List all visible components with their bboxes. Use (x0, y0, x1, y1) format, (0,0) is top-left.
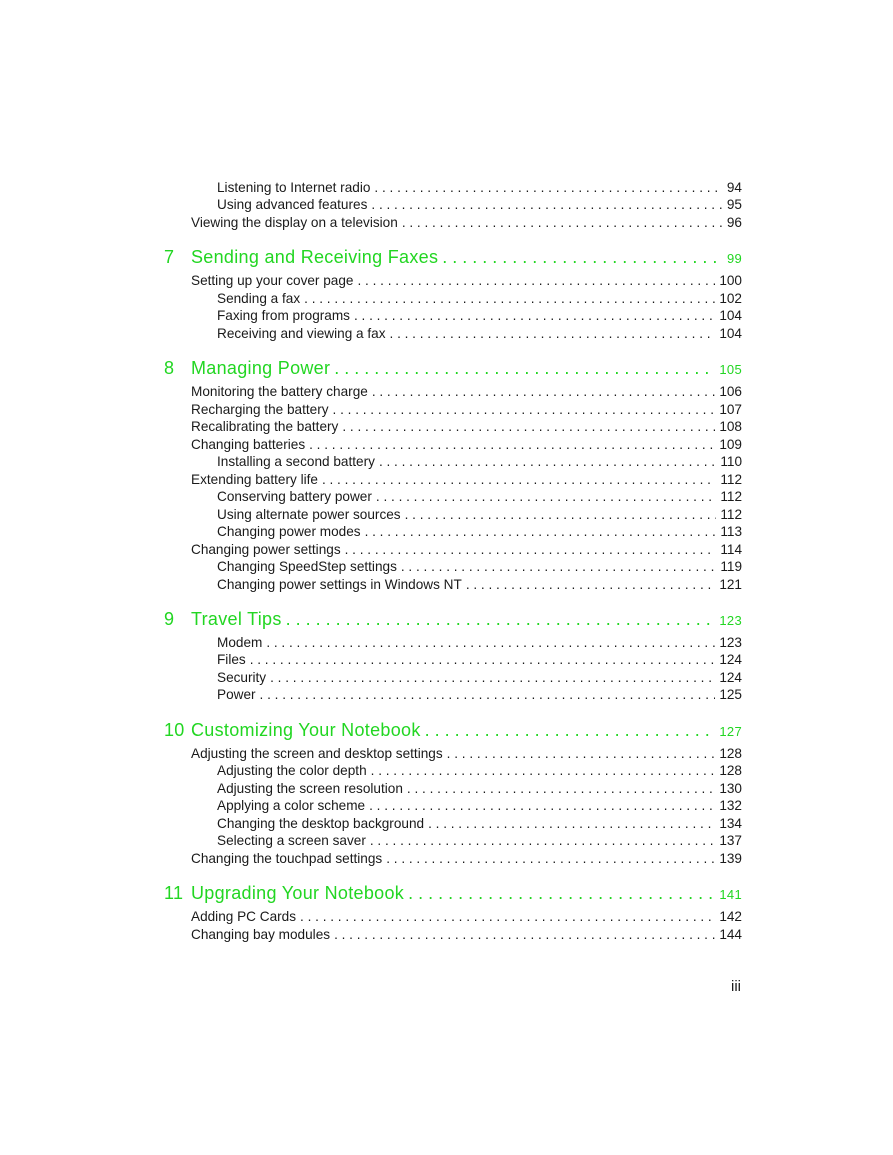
toc-entry[interactable] (217, 290, 742, 308)
dot-leader (379, 453, 716, 471)
chapter-number: 10 (164, 720, 185, 740)
page-ref: 94 (726, 180, 742, 195)
page-number: iii (731, 978, 741, 995)
entry-title: Using alternate power sources (217, 507, 401, 522)
page-ref: 123 (719, 635, 742, 650)
chapter-number: 8 (164, 358, 175, 378)
entry-title: Changing bay modules (191, 927, 331, 942)
page-ref: 102 (719, 291, 742, 306)
page-ref: 112 (720, 507, 742, 522)
page-ref: 99 (726, 251, 742, 266)
toc-entry[interactable] (191, 436, 742, 454)
entry-title: Installing a second battery (217, 454, 375, 469)
toc-entry[interactable] (191, 541, 742, 559)
entry-title: Modem (217, 635, 263, 650)
entry-title: Changing the touchpad settings (191, 851, 383, 866)
toc-entry[interactable] (191, 272, 742, 290)
dot-leader (345, 541, 717, 559)
entry-title: Adjusting the screen resolution (217, 781, 403, 796)
toc-entry[interactable] (217, 797, 742, 815)
entry-title: Listening to Internet radio (217, 180, 371, 195)
toc-entry[interactable] (217, 558, 742, 576)
dot-leader (371, 762, 716, 780)
dot-leader (304, 290, 715, 308)
entry-title: Recharging the battery (191, 402, 329, 417)
toc-entry[interactable] (217, 488, 742, 506)
entry-title: Files (217, 652, 246, 667)
chapter-number: 9 (164, 609, 175, 629)
page-ref: 124 (719, 652, 742, 667)
chapter-title: Sending and Receiving Faxes (191, 247, 439, 267)
dot-leader (342, 418, 715, 436)
entry-title: Changing batteries (191, 437, 306, 452)
dot-leader (408, 882, 715, 904)
chapter-number: 7 (164, 247, 175, 267)
page-ref: 108 (719, 419, 742, 434)
page-ref: 132 (719, 798, 742, 813)
dot-leader (428, 815, 715, 833)
page-ref: 124 (719, 670, 742, 685)
entry-title: Monitoring the battery charge (191, 384, 368, 399)
entry-title: Faxing from programs (217, 308, 350, 323)
page-ref: 105 (719, 362, 742, 377)
dot-leader (447, 745, 716, 763)
dot-leader (266, 634, 715, 652)
toc-entry[interactable] (217, 815, 742, 833)
toc-entry[interactable] (191, 471, 742, 489)
toc-entry[interactable] (217, 651, 742, 669)
entry-title: Viewing the display on a television (191, 215, 398, 230)
page-ref: 137 (719, 833, 742, 848)
dot-leader (357, 272, 715, 290)
toc-entry[interactable] (217, 325, 742, 343)
page-ref: 144 (719, 927, 742, 942)
dot-leader (390, 325, 716, 343)
toc-chapter-heading[interactable] (164, 882, 742, 904)
dot-leader (425, 719, 716, 741)
toc-entry[interactable] (217, 780, 742, 798)
dot-leader (270, 669, 715, 687)
dot-leader (260, 686, 716, 704)
dot-leader (374, 179, 722, 197)
toc-entry[interactable] (191, 214, 742, 232)
entry-title: Adding PC Cards (191, 909, 297, 924)
dot-leader (333, 401, 716, 419)
entry-title: Extending battery life (191, 472, 318, 487)
toc-entry[interactable] (191, 908, 742, 926)
page-ref: 96 (726, 215, 742, 230)
page-ref: 95 (726, 197, 742, 212)
entry-title: Setting up your cover page (191, 273, 354, 288)
toc-entry[interactable] (217, 669, 742, 687)
dot-leader (386, 850, 715, 868)
dot-leader (407, 780, 715, 798)
toc-chapter-heading[interactable] (164, 608, 742, 630)
dot-leader (372, 383, 715, 401)
toc-entry[interactable] (191, 745, 742, 763)
toc-entry[interactable] (217, 832, 742, 850)
entry-title: Sending a fax (217, 291, 301, 306)
toc-entry[interactable] (217, 196, 742, 214)
dot-leader (371, 196, 722, 214)
page-ref: 130 (719, 781, 742, 796)
toc-entry[interactable] (191, 850, 742, 868)
entry-title: Changing power settings (191, 542, 341, 557)
toc-entry[interactable] (191, 383, 742, 401)
dot-leader (250, 651, 716, 669)
entry-title: Power (217, 687, 256, 702)
page-ref: 114 (720, 542, 742, 557)
dot-leader (365, 523, 717, 541)
dot-leader (405, 506, 717, 524)
dot-leader (442, 246, 723, 268)
entry-title: Conserving battery power (217, 489, 372, 504)
dot-leader (322, 471, 716, 489)
toc-entry[interactable] (191, 926, 742, 944)
chapter-title: Travel Tips (191, 609, 282, 629)
dot-leader (286, 608, 716, 630)
dot-leader (401, 558, 716, 576)
dot-leader (402, 214, 723, 232)
entry-title: Selecting a screen saver (217, 833, 366, 848)
entry-title: Changing power settings in Windows NT (217, 577, 462, 592)
toc-entry[interactable] (217, 762, 742, 780)
page-ref: 106 (719, 384, 742, 399)
toc-entry[interactable] (191, 418, 742, 436)
page-ref: 121 (719, 577, 742, 592)
chapter-title: Upgrading Your Notebook (191, 883, 405, 903)
dot-leader (334, 357, 715, 379)
entry-title: Applying a color scheme (217, 798, 366, 813)
page-ref: 107 (719, 402, 742, 417)
page-ref: 112 (720, 472, 742, 487)
entry-title: Adjusting the screen and desktop settings (191, 746, 443, 761)
toc-entry[interactable] (217, 523, 742, 541)
dot-leader (354, 307, 715, 325)
toc-entry[interactable] (217, 453, 742, 471)
entry-title: Using advanced features (217, 197, 368, 212)
page-ref: 127 (719, 724, 742, 739)
chapter-number: 11 (164, 883, 184, 903)
entry-title: Security (217, 670, 267, 685)
toc-chapter-heading[interactable] (164, 357, 742, 379)
toc-entry[interactable] (217, 307, 742, 325)
page-ref: 128 (719, 746, 742, 761)
page-ref: 119 (720, 559, 742, 574)
page-ref: 125 (719, 687, 742, 702)
entry-title: Receiving and viewing a fax (217, 326, 386, 341)
chapter-title: Customizing Your Notebook (191, 720, 421, 740)
toc-entry[interactable] (217, 506, 742, 524)
page-ref: 141 (719, 887, 742, 902)
toc-entry[interactable] (191, 401, 742, 419)
page-ref: 110 (720, 454, 742, 469)
toc-chapter-heading[interactable] (164, 246, 742, 268)
dot-leader (370, 832, 715, 850)
entry-title: Adjusting the color depth (217, 763, 367, 778)
page-ref: 134 (719, 816, 742, 831)
page-ref: 100 (719, 273, 742, 288)
page-ref: 142 (719, 909, 742, 924)
entry-title: Changing the desktop background (217, 816, 425, 831)
page-ref: 128 (719, 763, 742, 778)
page-ref: 112 (720, 489, 742, 504)
toc-entry[interactable] (217, 686, 742, 704)
dot-leader (334, 926, 715, 944)
dot-leader (300, 908, 715, 926)
dot-leader (369, 797, 715, 815)
toc-entry[interactable] (217, 634, 742, 652)
page-ref: 104 (719, 308, 742, 323)
chapter-title: Managing Power (191, 358, 331, 378)
page-ref: 139 (719, 851, 742, 866)
page-ref: 113 (720, 524, 742, 539)
toc-entry[interactable] (217, 576, 742, 594)
entry-title: Changing SpeedStep settings (217, 559, 397, 574)
page-ref: 104 (719, 326, 742, 341)
entry-title: Recalibrating the battery (191, 419, 339, 434)
page-ref: 123 (719, 613, 742, 628)
toc-chapter-heading[interactable] (164, 719, 742, 741)
page-ref: 109 (719, 437, 742, 452)
entry-title: Changing power modes (217, 524, 361, 539)
dot-leader (309, 436, 715, 454)
toc-entry[interactable] (217, 179, 742, 197)
dot-leader (466, 576, 716, 594)
dot-leader (376, 488, 716, 506)
